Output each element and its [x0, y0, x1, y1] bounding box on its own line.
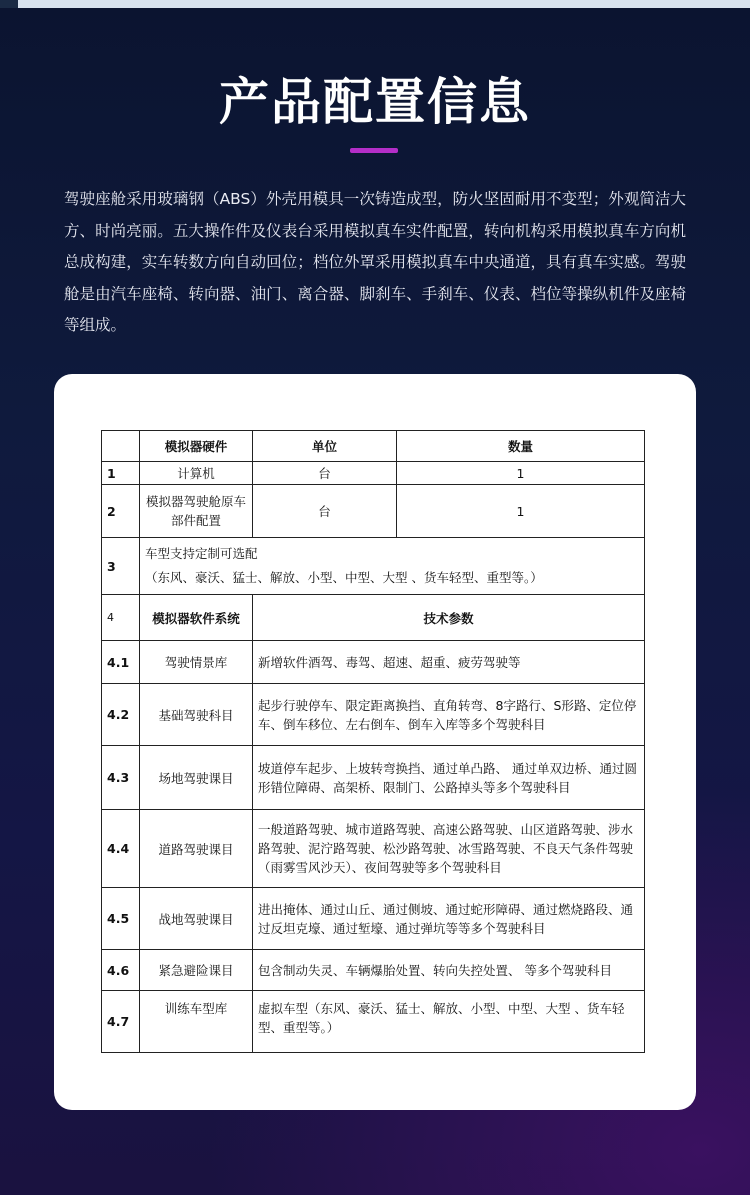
- software-module-name: 训练车型库: [140, 991, 253, 1053]
- row-number: 4.5: [102, 888, 140, 950]
- software-module-desc: 包含制动失灵、车辆爆胎处置、转向失控处置、 等多个驾驶科目: [253, 950, 645, 991]
- header-cell: 单位: [253, 431, 397, 462]
- hardware-qty: 1: [397, 462, 645, 485]
- row-number: 4.2: [102, 684, 140, 746]
- row-number: 4: [102, 595, 140, 641]
- row-number: 3: [102, 538, 140, 595]
- hardware-name: 模拟器驾驶舱原车部件配置: [140, 485, 253, 538]
- hardware-name: 计算机: [140, 462, 253, 485]
- software-header-row: [102, 595, 645, 641]
- software-module-desc: 虚拟车型（东风、豪沃、猛士、解放、小型、中型、大型 、货车轻型、重型等。）: [253, 991, 645, 1053]
- software-header-name: 模拟器软件系统: [140, 595, 253, 641]
- software-module-desc: 起步行驶停车、限定距离换挡、直角转弯、8字路行、S形路、定位停车、倒车移位、左右倒车、倒车入库等多个驾驶科目: [253, 684, 645, 746]
- spec-card: [54, 374, 696, 1110]
- software-module-name: 紧急避险课目: [140, 950, 253, 991]
- table-row: [102, 888, 645, 950]
- top-strip: [0, 0, 750, 8]
- header-cell: [102, 431, 140, 462]
- model-options-list: （东风、豪沃、猛士、解放、小型、中型、大型 、货车轻型、重型等。）: [145, 570, 543, 585]
- model-options-cell: [140, 538, 645, 595]
- row-number: 2: [102, 485, 140, 538]
- top-strip-corner: [0, 0, 18, 8]
- software-module-name: 场地驾驶课目: [140, 746, 253, 810]
- software-module-name: 道路驾驶课目: [140, 810, 253, 888]
- row-number: 4.7: [102, 991, 140, 1053]
- model-options-title: 车型支持定制可选配: [145, 546, 258, 561]
- software-module-name: 驾驶情景库: [140, 641, 253, 684]
- row-number: 4.4: [102, 810, 140, 888]
- hardware-unit: 台: [253, 485, 397, 538]
- software-module-desc: 新增软件酒驾、毒驾、超速、超重、疲劳驾驶等: [253, 641, 645, 684]
- software-module-desc: 坡道停车起步、上坡转弯换挡、通过单凸路、 通过单双边桥、通过圆形错位障碍、高架桥、限制门、公路掉头等多个驾驶科目: [253, 746, 645, 810]
- row-number: 4.3: [102, 746, 140, 810]
- software-module-name: 战地驾驶课目: [140, 888, 253, 950]
- table-header-row: [102, 431, 645, 462]
- table-row: [102, 950, 645, 991]
- software-module-name: 基础驾驶科目: [140, 684, 253, 746]
- table-row: [102, 462, 645, 485]
- product-description: 驾驶座舱采用玻璃钢（ABS）外壳用模具一次铸造成型，防火坚固耐用不变型；外观简洁大方、时尚亮丽。五大操作件及仪表台采用模拟真车实件配置，转向机构采用模拟真车方向机总成构建，实车转数方向自动回位；档位外罩采用模拟真车中央通道，具有真车实感。驾驶舱是由汽车座椅、转向器、油门、离合器、脚刹车、手刹车、仪表、档位等操纵机件及座椅等组成。: [64, 190, 686, 334]
- header-cell: 数量: [397, 431, 645, 462]
- software-module-desc: 进出掩体、通过山丘、通过侧坡、通过蛇形障碍、通过燃烧路段、通过反坦克壕、通过堑壕、通过弹坑等等多个驾驶科目: [253, 888, 645, 950]
- table-row: [102, 810, 645, 888]
- hardware-unit: 台: [253, 462, 397, 485]
- software-module-desc: 一般道路驾驶、城市道路驾驶、高速公路驾驶、山区道路驾驶、涉水路驾驶、泥泞路驾驶、松沙路驾驶、冰雪路驾驶、不良天气条件驾驶（雨雾雪风沙天）、夜间驾驶等多个驾驶科目: [253, 810, 645, 888]
- table-row: [102, 485, 645, 538]
- page-title: 产品配置信息: [219, 73, 531, 131]
- table-row: [102, 538, 645, 595]
- spec-table: [101, 430, 645, 1053]
- header-cell: 模拟器硬件: [140, 431, 253, 462]
- row-number: 4.6: [102, 950, 140, 991]
- table-row: [102, 641, 645, 684]
- hardware-qty: 1: [397, 485, 645, 538]
- table-row: [102, 684, 645, 746]
- row-number: 4.1: [102, 641, 140, 684]
- title-accent-bar: [350, 148, 398, 153]
- table-row: [102, 991, 645, 1053]
- software-header-params: 技术参数: [253, 595, 645, 641]
- table-row: [102, 746, 645, 810]
- row-number: 1: [102, 462, 140, 485]
